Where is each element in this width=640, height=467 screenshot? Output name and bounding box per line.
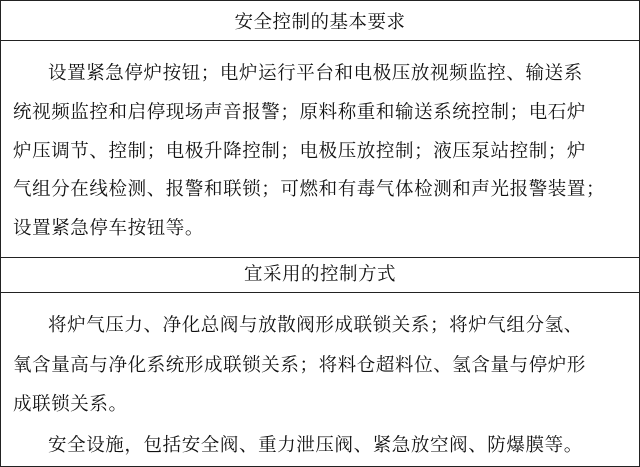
paragraph-line: 成联锁关系。 — [13, 394, 128, 415]
paragraph-line: 气组分在线检测、报警和联锁；可燃和有毒气体检测和声光报警装置； — [13, 179, 606, 200]
paragraph-line: 将炉气压力、净化总阀与放散阀形成联锁关系；将炉气组分氢、 — [48, 315, 583, 336]
paragraph-line: 统视频监控和启停现场声音报警；原料称重和输送系统控制；电石炉 — [13, 102, 587, 123]
paragraph-line: 炉压调节、控制；电极升降控制；电极压放控制；液压泵站控制；炉 — [13, 141, 587, 162]
paragraph-line: 设置紧急停炉按钮；电炉运行平台和电极压放视频监控、输送系 — [48, 63, 583, 84]
paragraph-line: 安全设施，包括安全阀、重力泄压阀、紧急放空阀、防爆膜等。 — [48, 435, 583, 456]
section-heading-control-methods: 宜采用的控制方式 — [1, 257, 639, 293]
paragraph-line: 设置紧急停车按钮等。 — [13, 218, 205, 239]
paragraph-line: 氧含量高与净化系统形成联锁关系；将料仓超料位、氢含量与停炉形 — [13, 355, 587, 376]
section-heading-basic-requirements: 安全控制的基本要求 — [1, 6, 639, 41]
